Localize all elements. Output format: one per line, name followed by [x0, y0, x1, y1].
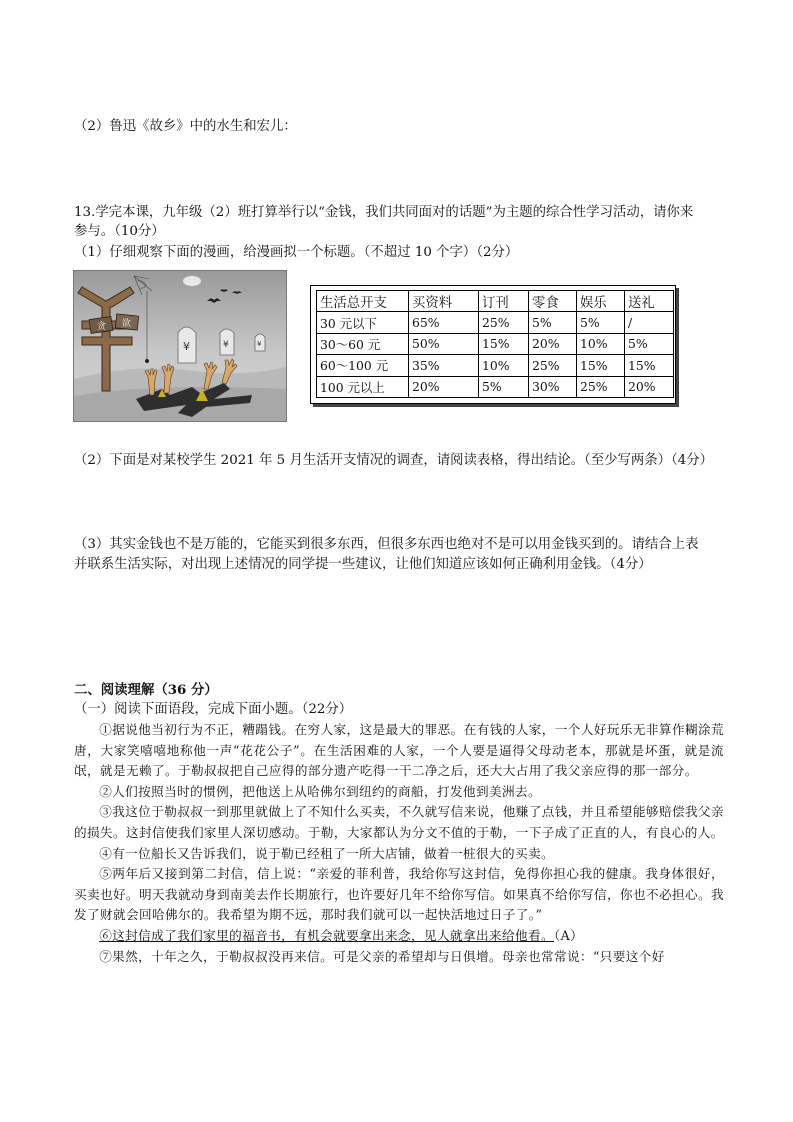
question-13-sub3-cont: 并联系生活实际，对出现上述情况的同学提一些建议，让他们知道应该如何正确利用金钱。（4分）: [74, 557, 652, 572]
question-2-prev: （2）鲁迅《故乡》中的水生和宏儿：: [74, 119, 297, 134]
table-cell: 25%: [577, 376, 625, 397]
passage-paragraph-6: [74, 926, 724, 947]
header-cell: 零食: [529, 291, 577, 312]
table-row: [317, 376, 674, 397]
table-cell: 20%: [625, 376, 674, 397]
header-cell: 送礼: [625, 291, 674, 312]
table-cell: 65%: [409, 312, 479, 333]
cartoon-illustration: [73, 270, 287, 422]
table-cell: 30 元以下: [317, 312, 409, 333]
section-2-title: 二、阅读理解（36 分）: [74, 682, 218, 698]
cartoon-sign-greed-right: 欲: [122, 319, 132, 329]
spending-survey-table: [316, 290, 674, 398]
table-cell: 10%: [479, 355, 529, 376]
table-row: [317, 355, 674, 376]
table-cell: 20%: [529, 333, 577, 354]
reading-passage: [74, 720, 724, 967]
table-cell: 35%: [409, 355, 479, 376]
passage-paragraph-1: ①据说他当初行为不正，糟蹋钱。在穷人家，这是最大的罪恶。在有钱的人家，一个人好玩乐无非算作糊涂荒唐，大家笑嘻嘻地称他一声“花花公子”。在生活困难的人家，一个人要是逼得父母动老本，那就是坏蛋，就是流氓，就是无赖了。于勒叔叔把自己应得的部分遗产吃得一干二净之后，还大大占用了我父亲应得的那一部分。: [74, 722, 724, 779]
header-cell: 娱乐: [577, 291, 625, 312]
tomb-yen-1: ¥: [183, 340, 190, 353]
question-13-intro-cont: 参与。（10分）: [74, 224, 165, 239]
table-cell: 25%: [529, 355, 577, 376]
table-cell: 5%: [529, 312, 577, 333]
passage-paragraph-5: ⑤两年后又接到第二封信，信上说：“亲爱的菲利普，我给你写这封信，免得你担心我的健康。我身体很好，买卖也好。明天我就动身到南美去作长期旅行，也许要好几年不给你写信。如果真不给你写信，你也不必担心。我发了财就会回哈佛尔的。我希望为期不远，那时我们就可以一起快活地过日子了。”: [74, 866, 724, 923]
table-cell: 5%: [577, 312, 625, 333]
table-cell: 5%: [479, 376, 529, 397]
table-cell: 60～100 元: [317, 355, 409, 376]
table-cell: 50%: [409, 333, 479, 354]
passage-paragraph-7: ⑦果然，十年之久，于勒叔叔没再来信。可是父亲的希望却与日俱增。母亲也常常说：“只要这个好: [99, 948, 665, 964]
underlined-sentence-a: ⑥这封信成了我们家里的福音书，有机会就要拿出来念，见人就拿出来给他看。: [99, 927, 554, 943]
question-13-sub2: （2）下面是对某校学生 2021 年 5 月生活开支情况的调查，请阅读表格，得出结论。（至少写两条）（4分）: [74, 453, 714, 468]
table-cell: 15%: [577, 355, 625, 376]
question-13-sub3: （3）其实金钱也不是万能的，它能买到很多东西，但很多东西也绝对不是可以用金钱买到的。请结合上表: [74, 537, 699, 552]
cartoon-sign-greed-left: 贪: [97, 322, 107, 332]
table-header-row: [317, 291, 674, 312]
header-cell: 生活总开支: [317, 291, 409, 312]
table-cell: 20%: [409, 376, 479, 397]
table-cell: 30%: [529, 376, 577, 397]
question-13-sub1: （1）仔细观察下面的漫画，给漫画拟一个标题。（不超过 10 个字）（2分）: [74, 245, 519, 260]
passage-paragraph-4: ④有一位船长又告诉我们，说于勒已经租了一所大店铺，做着一桩很大的买卖。: [99, 845, 554, 861]
tomb-yen-3: ¥: [257, 340, 262, 348]
section-2-part-1: （一）阅读下面语段，完成下面小题。（22分）: [74, 702, 353, 717]
header-cell: 订刊: [479, 291, 529, 312]
table-cell: 15%: [479, 333, 529, 354]
table-cell: 10%: [577, 333, 625, 354]
question-13-intro: 13.学完本课，九年级（2）班打算举行以“金钱，我们共同面对的话题”为主题的综合性学习活动，请你来: [74, 205, 694, 220]
passage-paragraph-2: ②人们按照当时的惯例，把他送上从哈佛尔到纽约的商船，打发他到美洲去。: [99, 783, 541, 799]
survey-table-frame: [310, 285, 676, 404]
table-cell: 100 元以上: [317, 376, 409, 397]
table-cell: 5%: [625, 333, 674, 354]
passage-paragraph-3: ③我这位于勒叔叔一到那里就做上了不知什么买卖，不久就写信来说，他赚了点钱，并且希望能够赔偿我父亲的损失。这封信使我们家里人深切感动。于勒，大家都认为分文不值的于勒，一下子成了正直的人，有良心的人。: [74, 804, 724, 840]
tomb-yen-2: ¥: [223, 340, 229, 350]
table-row: [317, 312, 674, 333]
header-cell: 买资料: [409, 291, 479, 312]
table-cell: 15%: [625, 355, 674, 376]
table-cell: 30～60 元: [317, 333, 409, 354]
table-cell: /: [625, 312, 674, 333]
table-cell: 25%: [479, 312, 529, 333]
marker-a: （A）: [553, 927, 584, 943]
table-row: [317, 333, 674, 354]
